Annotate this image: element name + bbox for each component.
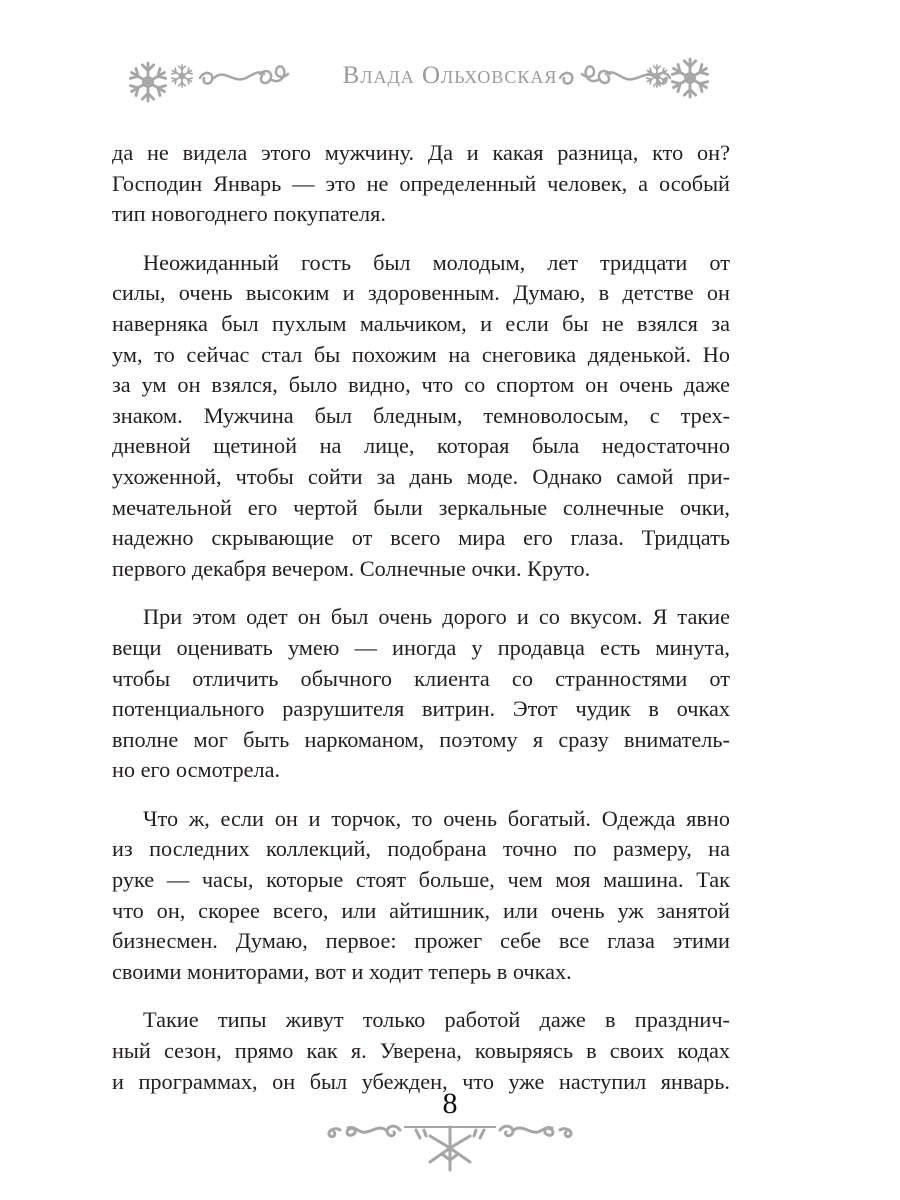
text-line: да не видела этого мужчину. Да и какая разница, кто он? bbox=[112, 140, 730, 165]
text-line: своими мониторами, вот и ходит теперь в очках. bbox=[112, 958, 572, 984]
text-line: ум, то сейчас стал бы похожим на снеговика дяденькой. Но bbox=[112, 341, 730, 367]
text-line: Господин Январь — это не определенный человек, а особый bbox=[112, 170, 730, 196]
text-line: но его осмотрела. bbox=[112, 757, 281, 783]
text-line: потенциального разрушителя витрин. Этот чудик в очках bbox=[112, 696, 730, 722]
text-line: из последних коллекций, подобрана точно по размеру, на bbox=[112, 836, 730, 862]
paragraph bbox=[112, 138, 730, 230]
text-line: Неожиданный гость был молодым, лет тридцати от bbox=[143, 249, 730, 275]
page-number: 8 bbox=[442, 1087, 458, 1120]
paragraph bbox=[112, 804, 730, 988]
text-line: вполне мог быть наркоманом, поэтому я сразу вниматель- bbox=[112, 726, 730, 752]
text-line: знаком. Мужчина был бледным, темноволосым, с трех- bbox=[112, 402, 730, 428]
paragraph bbox=[112, 248, 730, 585]
text-line: надежно скрывающие от всего мира его глаза. Тридцать bbox=[112, 525, 730, 551]
author-name-header: Влада Ольховская bbox=[342, 62, 558, 89]
text-line: дневной щетиной на лице, которая была недостаточно bbox=[112, 433, 730, 459]
body-text bbox=[112, 138, 730, 1115]
text-line: и программах, он был убежден, что уже наступил январь. bbox=[112, 1068, 730, 1094]
paragraph bbox=[112, 602, 730, 786]
text-line: мечательной его чертой были зеркальные солнечные очки, bbox=[112, 494, 730, 520]
text-line: ный сезон, прямо как я. Уверена, ковыряясь в своих кодах bbox=[112, 1038, 730, 1064]
text-line: за ум он взялся, было видно, что со спортом он очень даже bbox=[112, 372, 730, 398]
text-line: руке — часы, которые стоят больше, чем моя машина. Так bbox=[112, 867, 730, 893]
text-line: бизнесмен. Думаю, первое: прожег себе все глаза этими bbox=[112, 928, 730, 954]
text-line: тип новогоднего покупателя. bbox=[112, 201, 386, 227]
text-line: ухоженной, чтобы сойти за дань моде. Однако самой при- bbox=[112, 463, 730, 489]
text-line: Что ж, если он и торчок, то очень богатый. Одежда явно bbox=[143, 805, 730, 831]
text-line: первого декабря вечером. Солнечные очки. Круто. bbox=[112, 555, 591, 581]
text-line: Такие типы живут только работой даже в празднич- bbox=[143, 1007, 730, 1033]
text-line: что он, скорее всего, или айтишник, или очень уж занятой bbox=[112, 897, 730, 923]
text-line: При этом одет он был очень дорого и со вкусом. Я такие bbox=[143, 604, 730, 630]
text-line: наверняка был пухлым мальчиком, и если бы не взялся за bbox=[112, 310, 730, 336]
text-line: вещи оценивать умею — иногда у продавца есть минута, bbox=[112, 634, 730, 660]
snowflake-footer-ornament-icon bbox=[320, 1118, 580, 1178]
text-line: силы, очень высоким и здоровенным. Думаю, в детстве он bbox=[112, 280, 730, 306]
text-line: чтобы отличить обычного клиента со странностями от bbox=[112, 665, 730, 691]
paragraph bbox=[112, 1005, 730, 1097]
